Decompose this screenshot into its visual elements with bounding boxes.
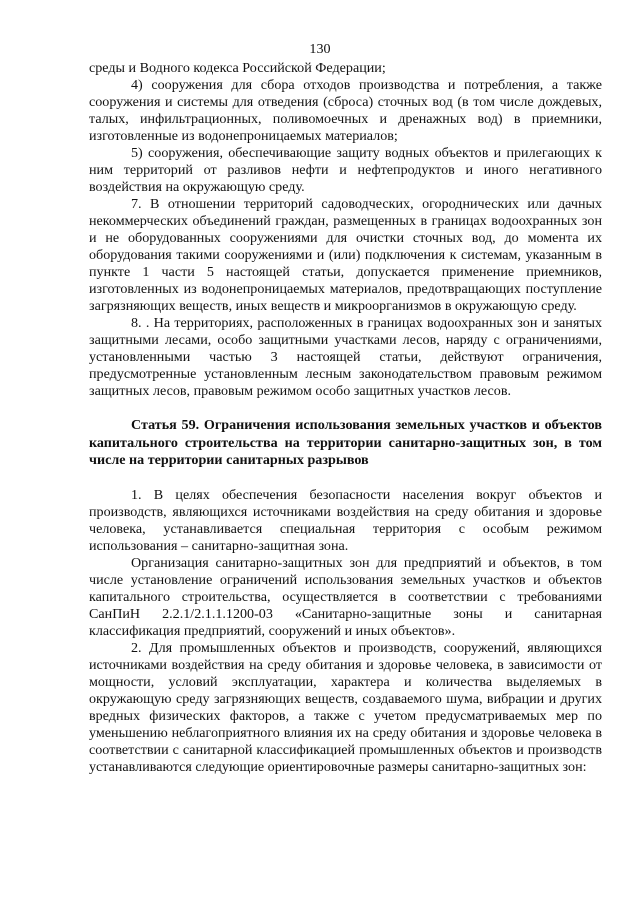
paragraph-article-59-2: 2. Для промышленных объектов и производств, сооружений, являющихся источниками воздействия на среду обитания и здоровье человека, в зависимости от мощности, условий эксплуатации, характера и количества выделяемых в окружающую среду загрязняющих веществ, создаваемого шума, вибрации и других вредных физических факторов, а также с учетом предусматриваемых мер по уменьшению неблагоприятного влияния их на среду обитания и здоровье человека в соответствии с санитарной классификацией промышленных объектов и производств устанавливаются следующие ориентировочные размеры санитарно-защитных зон: [89, 639, 602, 775]
article-59-heading: Статья 59. Ограничения использования земельных участков и объектов капитального строительства на территории санитарно-защитных зон, в том числе на территории санитарных разрывов [89, 417, 602, 468]
document-body [89, 60, 602, 776]
paragraph-section-7: 7. В отношении территорий садоводческих, огороднических или дачных некоммерческих объединений граждан, размещенных в границах водоохранных зон и не оборудованных сооружениями для очистки сточных вод, до момента их оборудования такими сооружениями и (или) подключения к системам, указанным в пункте 1 части 5 настоящей статьи, допускается применение приемников, изготовленных из водонепроницаемых материалов, предотвращающих поступление загрязняющих веществ, иных веществ и микроорганизмов в окружающую среду. [89, 196, 602, 314]
paragraph-item-5: 5) сооружения, обеспечивающие защиту водных объектов и прилегающих к ним территорий от разливов нефти и нефтепродуктов и иного негативного воздействия на окружающую среду. [89, 145, 602, 195]
paragraph-section-8: 8. . На территориях, расположенных в границах водоохранных зон и занятых защитными лесами, особо защитными участками лесов, наряду с ограничениями, установленными частью 3 настоящей статьи, действуют ограничения, предусмотренные установленным лесным законодательством правовым режимом защитных лесов, правовым режимом особо защитных участков лесов. [89, 315, 602, 399]
page-number: 130 [309, 41, 331, 57]
paragraph-article-59-organization: Организация санитарно-защитных зон для предприятий и объектов, в том числе установление ограничений использования земельных участков и объектов капитального строительства, осуществляется в соответствии с требованиями СанПиН 2.2.1/2.1.1.1200-03 «Санитарно-защитные зоны и санитарная классификация предприятий, сооружений и иных объектов». [89, 554, 602, 639]
paragraph-article-59-1: 1. В целях обеспечения безопасности населения вокруг объектов и производств, являющихся источниками воздействия на среду обитания и здоровье человека, устанавливается специальная территория с особым режимом использования – санитарно-защитная зона. [89, 486, 602, 554]
paragraph-item-4: 4) сооружения для сбора отходов производства и потребления, а также сооружения и системы для отведения (сброса) сточных вод (в том числе дождевых, талых, инфильтрационных, поливомоечных и дренажных вод) в приемники, изготовленные из водонепроницаемых материалов; [89, 77, 602, 144]
paragraph-continuation: среды и Водного кодекса Российской Федерации; [89, 60, 386, 76]
